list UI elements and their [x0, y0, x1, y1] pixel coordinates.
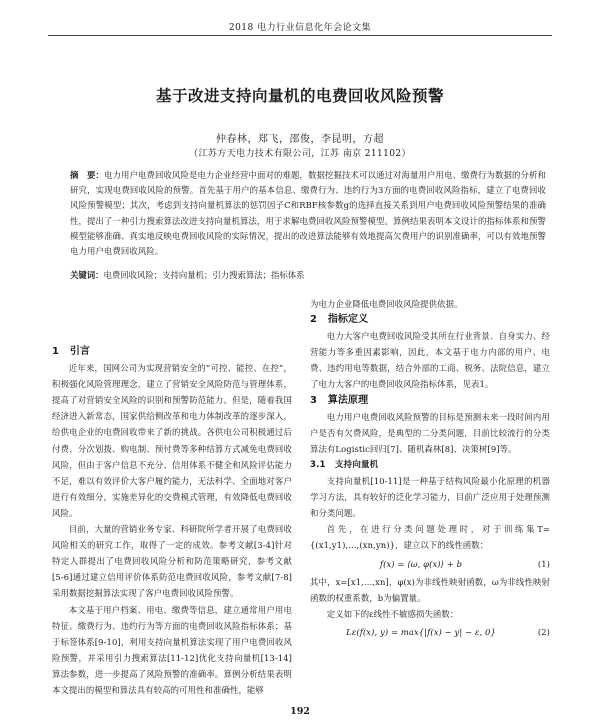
left-column	[52, 344, 292, 698]
equation-number: (2)	[537, 626, 550, 637]
paragraph: 定义如下的ε线性不敏感损失函数：	[326, 608, 459, 619]
section-number: 2	[310, 314, 318, 326]
equation-body: Lε(f(x), y) = max{|f(x) − y| − ε, 0}	[346, 626, 496, 637]
section-title: 算法原理	[327, 394, 369, 406]
paragraph: 电力用户电费回收风险预警的目标是预测未来一段时间内用户是否有欠费风险，是典型的二分类问题，目前比较流行的分类算法有Logistic回归[7]、随机森林[8]、决策树[9]等。	[310, 411, 550, 454]
paragraph: 其中，x=[x1,…,xn]，φ(x)为非线性映射函数，ω为非线性映射函数的权重系数，b为偏置量。	[310, 576, 550, 603]
abstract-text: 电力用户电费回收风险是电力企业经营中面对的难题，数据挖掘技术可以通过对海量用户用电、缴费行为数据的分析和研究，实现电费回收风险的预警。首先基于用户的基本信息、缴费行为、违约行为3方面的电费回收风险指标，建立了电费回收风险预警模型；其次，考虑到支持向量机算法的惩罚因子C和RBF核参数g的选择直接关系到用户电费回收风险预警结果的准确性，提出了一种引力搜索算法改进支持向量机算法，用于求解电费回收风险预警模型。算例结果表明本文设计的指标体系和预警模型能够准确、真实地反映电费回收风险的实际情况，提出的改进算法能够有效地提高欠费用户的识别准确率，可以有效地预警电力用户电费回收风险。	[70, 170, 547, 257]
affiliation: （江苏方天电力技术有限公司，江苏 南京 211102）	[189, 149, 411, 159]
section-2-heading	[310, 312, 550, 328]
equation-number: (1)	[537, 558, 550, 569]
equation-2	[310, 624, 550, 640]
author-list: 仲春林，郑飞，邵俊，李昆明，方超	[216, 134, 384, 145]
paper-title: 基于改进支持向量机的电费回收风险预警	[155, 87, 444, 105]
paragraph-continued: 为电力企业降低电费回收风险提供依据。	[310, 299, 463, 309]
header-rule	[48, 35, 552, 36]
paragraph: 近年来，国网公司为实现营销安全的“可控、能控、在控”，积极强化风险管理理念，建立了营销安全风险防范与管理体系，提高了对营销安全风险的识别和预警防范能力。但是，随着我国经济进入新常态，国家供给侧改革和电力体制改革的逐步深入，给供电企业的电费回收带来了新的挑战。各供电公司积极通过后付费、分次划拨、购电制、预付费等多种结算方式减免电费回收风险，但由于客户信息不充分、信用体系不健全和风险评估能力不足，难以有效评价大客户履约能力，无法科学、全面地对客户进行有效细分，实施差异化的交费模式管理，有效降低电费回收风险。	[52, 363, 292, 518]
paragraph: 目前，大量的营销业务专家、科研院所学者开展了电费回收风险相关的研究工作，取得了一定的成效。参考文献[3-4]针对特定人群提出了电费回收风险分析和防范策略研究，参考文献[5-6]通过建立信用评价体系防范电费回收风险，参考文献[7-8]采用数据挖掘算法实现了客户电费回收风险预警。	[52, 524, 292, 599]
abstract-label: 摘 要：	[70, 170, 105, 180]
section-number: 3	[310, 394, 318, 406]
subsection-title: 支持向量机	[334, 459, 379, 470]
equation-1	[310, 556, 550, 572]
abstract	[70, 168, 546, 259]
paragraph: 本文基于用户档案、用电、缴费等信息，建立通常用户用电特征、缴费行为、违约行为等方面的电费回收风险指标体系；基于标签体系[9-10]，利用支持向量机算法实现了用户电费回收风险预警，并采用引力搜索算法[11-12]优化支持向量机[13-14]算法参数，进一步提高了风险预警的准确率。算例分析结果表明本文提出的模型和算法具有较高的可用性和准确性，能够	[52, 604, 292, 695]
subsection-3-1-heading	[310, 457, 550, 473]
paragraph: 支持向量机[10-11]是一种基于结构风险最小化原理的机器学习方法，具有较好的泛化学习能力，目前广泛应用于处理预测和分类问题。	[310, 476, 550, 519]
keywords	[70, 268, 546, 282]
subsection-number: 3.1	[310, 459, 326, 470]
paragraph: 首先，在进行分类问题处理时，对于训练集T={(x1,y1),…,(xn,yn)}，建立以下的线性函数：	[310, 524, 550, 551]
equation-body: f(x) = ⟨ω, φ(x)⟩ + b	[379, 558, 463, 569]
page-number: 192	[290, 706, 310, 717]
section-title: 引言	[69, 346, 91, 357]
section-title: 指标定义	[327, 314, 369, 326]
section-1-heading	[52, 344, 292, 360]
paragraph: 电力大客户电费回收风险受其所在行业背景、自身实力、经营能力等多重因素影响，因此，本文基于电力内部的用户、电费、违约用电等数据，结合外部的工商、税务、法院信息，建立了电力大客户的电费回收风险指标体系，见表1。	[310, 331, 550, 390]
keywords-text: 电费回收风险；支持向量机；引力搜索算法；指标体系	[103, 270, 305, 280]
right-column	[310, 296, 550, 642]
section-number: 1	[52, 346, 60, 357]
keywords-label: 关键词：	[70, 270, 104, 280]
running-header: 2018 电力行业信息化年会论文集	[228, 23, 372, 33]
section-3-heading	[310, 393, 550, 409]
